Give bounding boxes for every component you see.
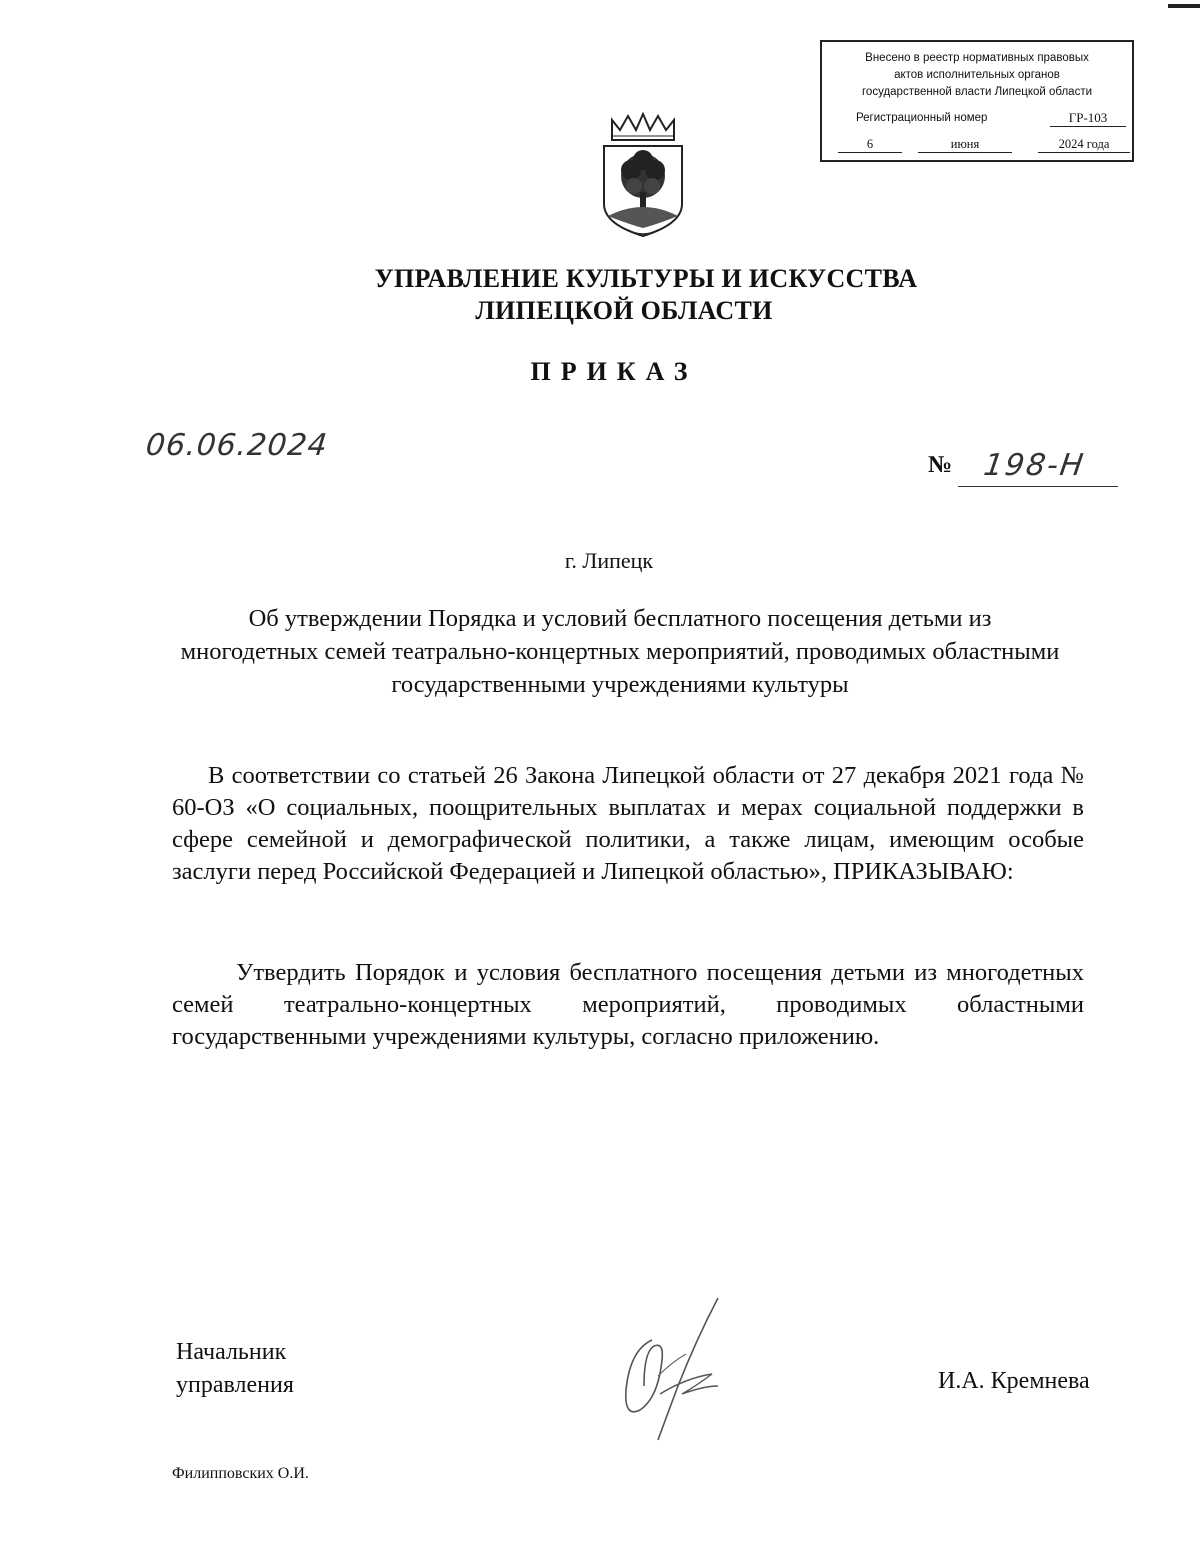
body-paragraph-1: В соответствии со статьей 26 Закона Липецкой области от 27 декабря 2021 года № 60-ОЗ «О социальных, поощрительных выплатах и мерах социальной поддержки в сфере семейной и демографической политики, а также лицам, имеющим особые заслуги перед Российской Федерацией и Липецкой областью», ПРИКАЗЫВАЮ: [172,762,1084,885]
stamp-line-2: актов исполнительных органов [894,69,1060,81]
executor-name: Филипповских О.И. [172,1465,309,1482]
handwritten-date: 06.06.2024 [144,428,330,463]
handwritten-signature-icon [600,1290,740,1450]
position-line-1: Начальник [176,1339,287,1365]
registry-stamp [820,40,1134,162]
document-type: ПРИКАЗ [530,357,698,386]
stamp-line-3: государственной власти Липецкой области [861,86,1093,98]
stamp-reg-number: ГР-103 [1050,110,1126,127]
stamp-reg-label: Регистрационный номер [856,112,988,124]
signatory-name: И.А. Кремнева [938,1368,1090,1394]
city: г. Липецк [564,548,654,573]
stamp-year: 2024 года [1038,136,1130,153]
stamp-day: 6 [838,136,902,153]
signatory-position [176,1336,294,1402]
body-paragraph-2: Утвердить Порядок и условия бесплатного посещения детьми из многодетных семей театрально-концертных мероприятий, проводимых областными государственными учреждениями культуры, согласно приложению. [172,959,1084,1050]
coat-of-arms-svg [598,112,688,244]
stamp-month: июня [918,136,1012,153]
org-name-line-1: УПРАВЛЕНИЕ КУЛЬТУРЫ И ИСКУССТВА [374,264,918,293]
org-name-line-2: ЛИПЕЦКОЙ ОБЛАСТИ [475,296,773,325]
stamp-line-1: Внесено в реестр нормативных правовых [865,52,1089,64]
coat-of-arms-icon [598,112,688,244]
signature-svg [600,1290,740,1450]
position-line-2: управления [176,1372,294,1398]
stamp-reg-row [822,110,1132,128]
number-label: № [928,452,953,478]
stamp-date-row [822,136,1132,154]
handwritten-number: 198-Н [981,448,1088,483]
edge-mark [1168,4,1200,8]
document-title: Об утверждении Порядка и условий бесплатного посещения детьми из многодетных семей театрально-концертных мероприятий, проводимых областными государственными учреждениями культуры [180,605,1060,698]
number-underline [958,486,1118,487]
